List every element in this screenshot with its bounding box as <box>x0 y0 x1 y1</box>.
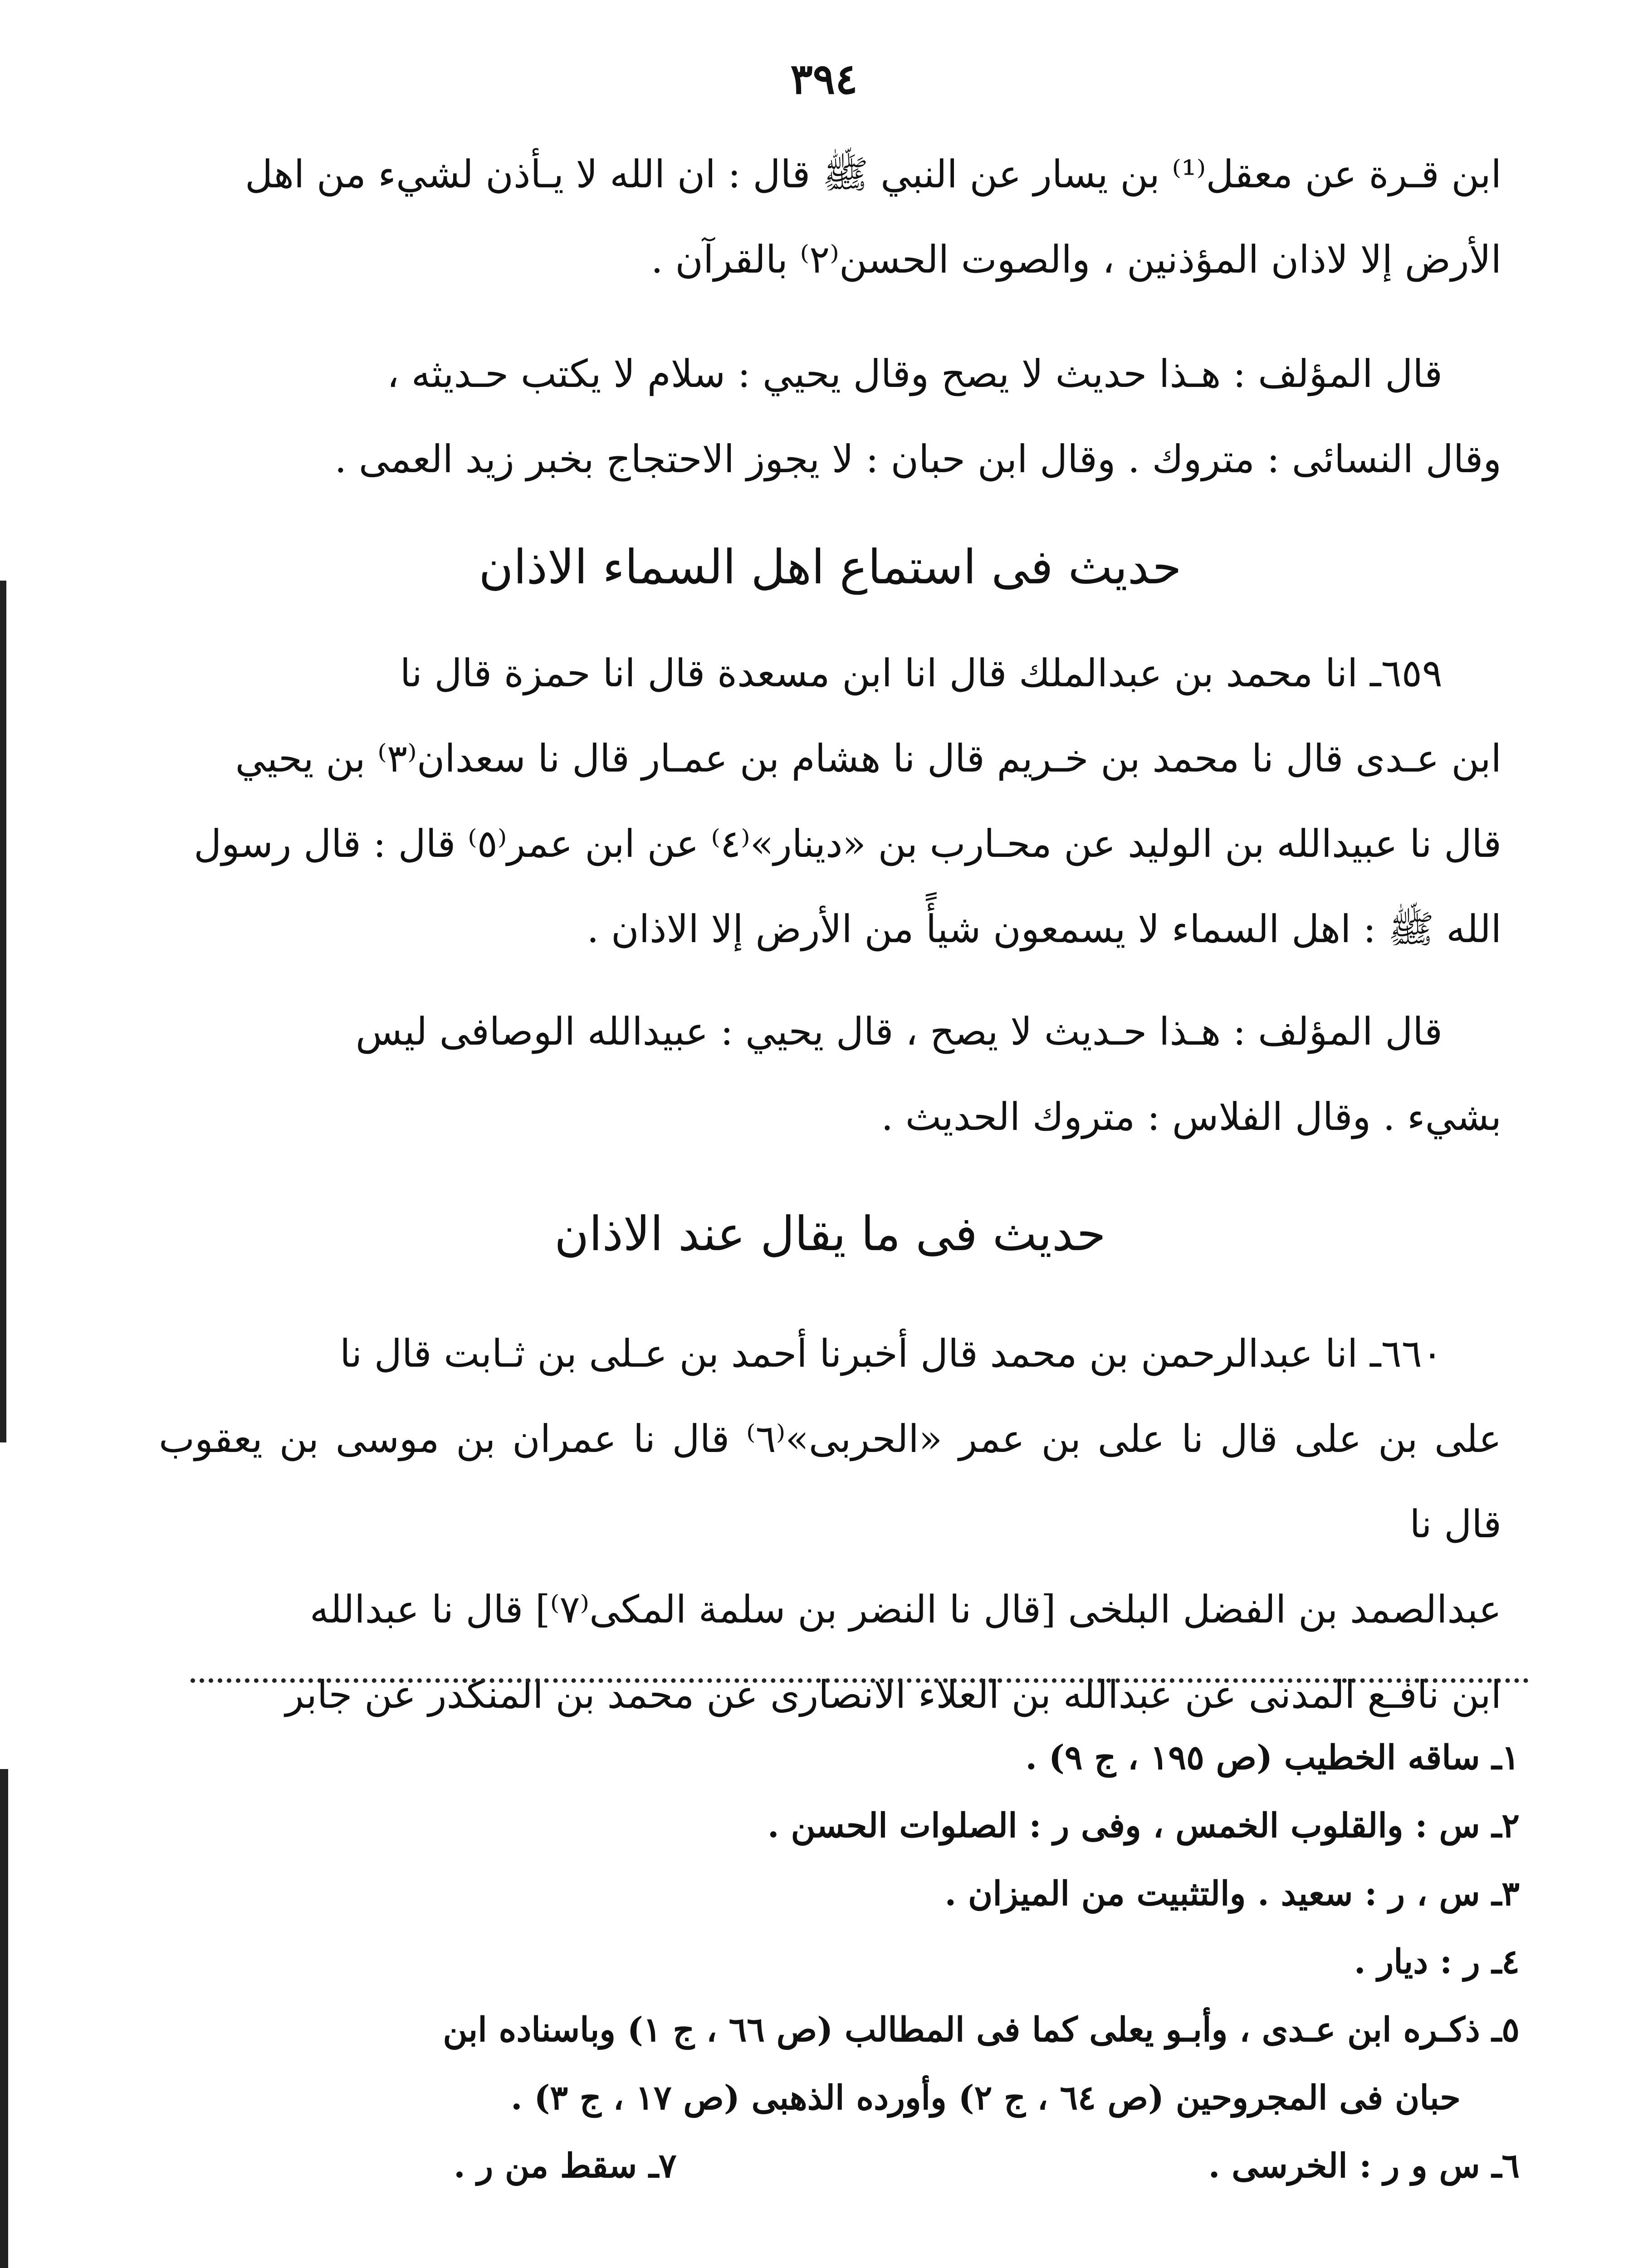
text-line: ابن نافـع المدنى عن عبدالله بن العلاء الانصارى عن محمد بن المنكدر عن جابر <box>285 1672 1501 1717</box>
text-line: ابن عـدى قال نا محمد بن خـريم قال نا هشام بن عمـار قال نا سعدان⁽٣⁾ بن يحيي <box>235 736 1501 781</box>
hadith-660 <box>159 1311 1501 1737</box>
page-number: ٣٩٤ <box>790 54 858 103</box>
scan-edge-mark <box>0 581 6 1442</box>
footnote: ١ـ ساقه الخطيب (ص ١٩٥ ، ج ٩) . <box>1025 1738 1520 1777</box>
footnote: ٤ـ ر : ديار . <box>1354 1942 1520 1981</box>
footnote-divider <box>191 1678 1529 1683</box>
footnote: حبان فى المجروحين (ص ٦٤ ، ج ٢) وأورده الذهبى (ص ١٧ ، ج ٣) . <box>510 2078 1461 2117</box>
text-line: قال المؤلف : هـذا حـديث لا يصح ، قال يحيي : عبيدالله الوصافى ليس <box>355 1009 1443 1054</box>
footnote: ٢ـ س : والقلوب الخمس ، وفى ر : الصلوات الحسن . <box>767 1806 1520 1845</box>
footnote: ٦ـ س و ر : الخرسى . <box>1208 2146 1520 2185</box>
text-line: قال نا عبيدالله بن الوليد عن محـارب بن «دينار»⁽٤⁾ عن ابن عمر⁽٥⁾ قال : قال رسول <box>194 821 1501 866</box>
footnote: ٧ـ سقط من ر . <box>454 2146 677 2185</box>
intro-paragraph <box>159 132 1501 302</box>
text-line: ٦٥٩ـ انا محمد بن عبدالملك قال انا ابن مسعدة قال انا حمزة قال نا <box>400 651 1443 695</box>
footnote: ٣ـ س ، ر : سعيد . والتثبيت من الميزان . <box>944 1874 1520 1913</box>
text-line: الأرض إلا لاذان المؤذنين ، والصوت الحسن⁽٢⁾ بالقرآن . <box>650 237 1501 282</box>
text-line: ٦٦٠ـ انا عبدالرحمن بن محمد قال أخبرنا أحمد بن عـلى بن ثـابت قال نا <box>340 1331 1443 1376</box>
text-line: الله ﷺ : اهل السماء لا يسمعون شيأً من الأرض إلا الاذان . <box>587 907 1501 951</box>
footnote: ٥ـ ذكـره ابن عـدى ، وأبـو يعلى كما فى المطالب (ص ٦٦ ، ج ١) وباسناده ابن <box>443 2010 1520 2049</box>
text-line: بشيء . وقال الفلاس : متروك الحديث . <box>881 1095 1501 1139</box>
footnote-row <box>454 2132 1520 2200</box>
text-line: على بن على قال نا على بن عمر «الحربى»⁽٦⁾ قال نا عمران بن موسى بن يعقوب قال نا <box>159 1417 1501 1546</box>
text-line: ابن قـرة عن معقل⁽¹⁾ بن يسار عن النبي ﷺ قال : ان الله لا يـأذن لشيء من اهل <box>245 152 1501 196</box>
section-heading-2: حديث فى ما يقال عند الاذان <box>554 1206 1106 1261</box>
author-comment-1 <box>159 331 1501 502</box>
text-line: وقال النسائى : متروك . وقال ابن حبان : لا يجوز الاحتجاج بخبر زيد العمى . <box>334 437 1501 481</box>
author-comment-2 <box>159 989 1501 1159</box>
hadith-659 <box>159 631 1501 972</box>
footnotes <box>159 1724 1520 2200</box>
scan-edge-mark <box>0 1769 8 2268</box>
text-line: قال المؤلف : هـذا حديث لا يصح وقال يحيي : سلام لا يكتب حـديثه ، <box>386 352 1443 396</box>
text-line: عبدالصمد بن الفضل البلخى [قال نا النضر بن سلمة المكى⁽٧⁾] قال نا عبدالله <box>309 1587 1501 1632</box>
section-heading-1: حديث فى استماع اهل السماء الاذان <box>479 539 1182 595</box>
